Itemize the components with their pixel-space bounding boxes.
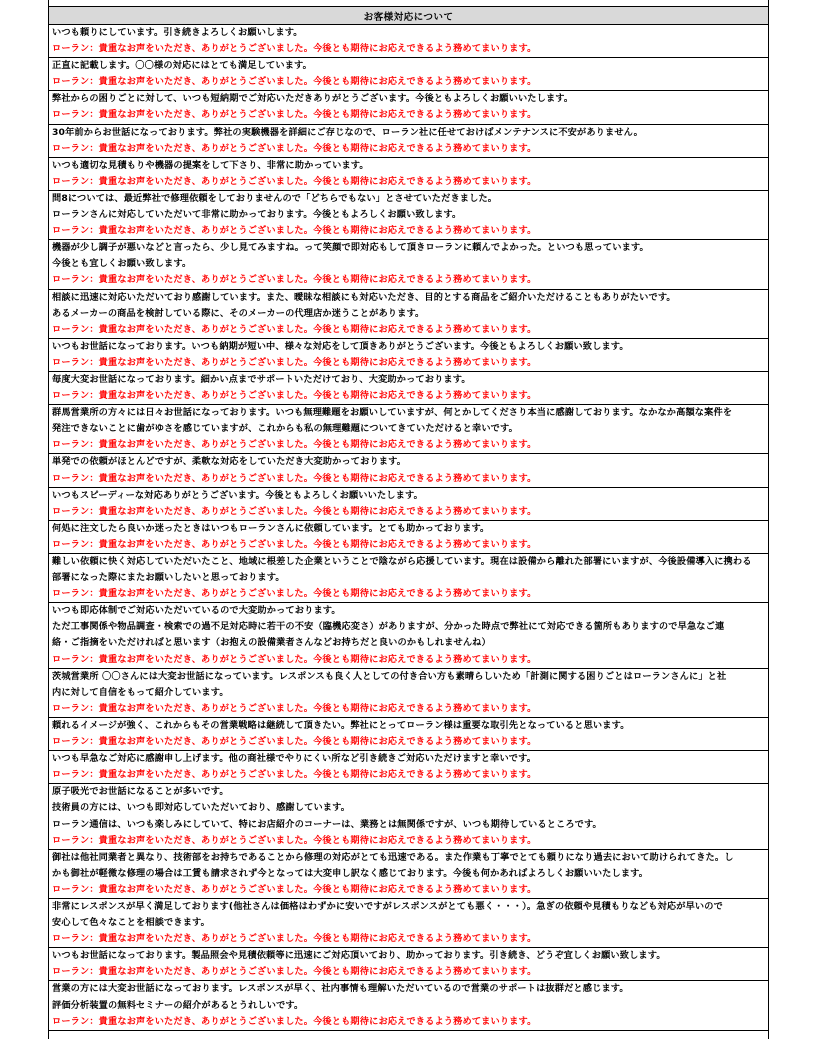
- comment-row: [49, 981, 769, 1030]
- customer-comments-table: [48, 6, 769, 1031]
- comment-line: 絡・ご指摘をいただければと思います（お抱えの設備業者さんなどお持ちだと良いのかもしれませんね）: [52, 637, 491, 649]
- response-line: ローラン：貴重なお声をいただき、ありがとうございました。今後とも期待にお応えできるよう務めてまいります。: [52, 274, 537, 286]
- comment-cell: [49, 603, 769, 668]
- comment-line: 単発での依頼がほとんどですが、柔軟な対応をしていただき大変助かっております。: [52, 456, 407, 468]
- comment-row: [49, 849, 769, 898]
- comment-row: [49, 520, 769, 553]
- comment-line: 難しい依頼に快く対応していただいたこと、地域に根差した企業ということで陰ながら応援しています。現在は設備から離れた部署にいますが、今後設備導入に携わる: [52, 556, 752, 567]
- response-line: ローラン：貴重なお声をいただき、ありがとうございました。今後とも期待にお応えできるよう務めてまいります。: [52, 109, 537, 121]
- comment-line: 群馬営業所の方々には日々お世話になっております。いつも無理難題をお願いしていますが、何とかしてくださり本当に感謝しております。なかなか高額な案件を: [52, 407, 733, 419]
- comment-cell: [49, 454, 769, 487]
- response-line: ローラン：貴重なお声をいただき、ありがとうございました。今後とも期待にお応えできるよう務めてまいります。: [52, 142, 537, 154]
- comment-line: ローランさんに対応していただいて非常に助かっております。今後ともよろしくお願い致します。: [52, 209, 462, 221]
- comment-line: 頼れるイメージが強く、これからもその営業戦略は継続して頂きたい。弊社にとってローラン様は重要な取引先となっていると思います。: [52, 719, 630, 731]
- comment-cell: [49, 190, 769, 239]
- comment-cell: [49, 487, 769, 520]
- comment-row: [49, 487, 769, 520]
- comment-line: 正直に記載します。〇〇様の対応にはとても満足しています。: [52, 60, 312, 72]
- comment-cell: [49, 91, 769, 124]
- response-line: ローラン：貴重なお声をいただき、ありがとうございました。今後とも期待にお応えできるよう務めてまいります。: [52, 439, 537, 451]
- comment-line: 原子吸光でお世話になることが多いです。: [52, 786, 229, 798]
- comment-row: [49, 784, 769, 849]
- response-line: ローラン：貴重なお声をいただき、ありがとうございました。今後とも期待にお応えできるよう務めてまいります。: [52, 966, 537, 978]
- response-line: ローラン：貴重なお声をいただき、ありがとうございました。今後とも期待にお応えできるよう務めてまいります。: [52, 702, 537, 714]
- comment-cell: [49, 371, 769, 404]
- comment-line: 評価分析装置の無料セミナーの紹介があるとうれしいです。: [52, 999, 304, 1011]
- comment-cell: [49, 25, 769, 58]
- comment-row: [49, 190, 769, 239]
- comment-line: 相談に迅速に対応いただいており感謝しています。また、曖昧な相談にも対応いただき、目的とする商品をご紹介いただけることもありがたいです。: [52, 291, 676, 303]
- table-header-row: [49, 7, 769, 25]
- comment-line: ただ工事関係や物品調査・検索での過不足対応時に若干の不安（臨機応変さ）がありますが、分かった時点で弊社にて対応できる箇所もありますので早急なご連: [52, 621, 725, 633]
- comment-cell: [49, 981, 769, 1030]
- comment-row: [49, 25, 769, 58]
- response-line: ローラン：貴重なお声をいただき、ありがとうございました。今後とも期待にお応えできるよう務めてまいります。: [52, 225, 537, 237]
- response-line: ローラン：貴重なお声をいただき、ありがとうございました。今後とも期待にお応えできるよう務めてまいります。: [52, 933, 537, 945]
- comment-cell: [49, 948, 769, 981]
- comment-row: [49, 554, 769, 603]
- comment-cell: [49, 520, 769, 553]
- comment-row: [49, 289, 769, 338]
- comment-line: 技術員の方には、いつも即対応していただいており、感謝しています。: [52, 802, 351, 814]
- comment-line: いつも即応体制でご対応いただいているので大変助かっております。: [52, 605, 341, 617]
- comment-row: [49, 717, 769, 750]
- sheet-bottom-edge: [48, 1031, 769, 1039]
- comment-line: 部署になった際にまたお願いしたいと思っております。: [52, 572, 285, 584]
- comment-line: 毎度大変お世話になっております。細かい点までサポートいただけており、大変助かっております。: [52, 373, 471, 385]
- response-line: ローラン：貴重なお声をいただき、ありがとうございました。今後とも期待にお応えできるよう務めてまいります。: [52, 769, 537, 781]
- comment-row: [49, 603, 769, 668]
- comment-cell: [49, 240, 769, 289]
- comment-line: 非常にレスポンスが早く満足しております(他社さんは価格はわずかに安いですがレスポンスがとても悪く・・・）。急ぎの依頼や見積もりなども対応が早いので: [52, 900, 723, 912]
- comment-line: 発注できないことに歯がゆさを感じていますが、これからも私の無理難題についてきていただけると幸いです。: [52, 423, 518, 435]
- response-line: ローラン：貴重なお声をいただき、ありがとうございました。今後とも期待にお応えできるよう務めてまいります。: [52, 76, 537, 88]
- response-line: ローラン：貴重なお声をいただき、ありがとうございました。今後とも期待にお応えできるよう務めてまいります。: [52, 43, 537, 55]
- comment-cell: [49, 58, 769, 91]
- comment-line: 機器が少し調子が悪いなどと言ったら、少し見てみますね。って笑顔で即対応もして頂きローランに頼んでよかった。といつも思っています。: [52, 242, 649, 254]
- comment-cell: [49, 898, 769, 947]
- comment-row: [49, 454, 769, 487]
- response-line: ローラン：貴重なお声をいただき、ありがとうございました。今後とも期待にお応えできるよう務めてまいります。: [52, 390, 537, 402]
- comment-line: 安心して色々なことを相談できます。: [52, 917, 211, 929]
- comment-cell: [49, 784, 769, 849]
- comment-row: [49, 124, 769, 157]
- comment-line: かも御社が軽微な修理の場合は工賃も請求されず今となっては大変申し訳なく感じております。今後も何かあればよろしくお願いいたします。: [52, 867, 649, 879]
- table-title: お客様対応について: [49, 7, 769, 25]
- comment-cell: [49, 668, 769, 717]
- response-line: ローラン：貴重なお声をいただき、ありがとうございました。今後とも期待にお応えできるよう務めてまいります。: [52, 834, 537, 846]
- response-line: ローラン：貴重なお声をいただき、ありがとうございました。今後とも期待にお応えできるよう務めてまいります。: [52, 323, 537, 335]
- comment-line: いつも適切な見積もりや機器の提案をして下さり、非常に助かっています。: [52, 159, 369, 171]
- comment-line: 問8については、最近弊社で修理依頼をしておりませんので「どちらでもない」とさせていただきました。: [52, 192, 498, 204]
- response-line: ローラン：貴重なお声をいただき、ありがとうございました。今後とも期待にお応えできるよう務めてまいります。: [52, 505, 537, 517]
- comment-line: いつもお世話になっております。いつも納期が短い中、様々な対応をして頂きありがとうございます。今後ともよろしくお願い致します。: [52, 340, 629, 352]
- comment-cell: [49, 554, 769, 603]
- comment-cell: [49, 289, 769, 338]
- comment-line: 弊社からの困りごとに対して、いつも短納期でご対応いただきありがとうございます。今後ともよろしくお願いいたします。: [52, 93, 574, 105]
- table-body: [49, 25, 769, 1031]
- response-line: ローラン：貴重なお声をいただき、ありがとうございました。今後とも期待にお応えできるよう務めてまいります。: [52, 883, 537, 895]
- comment-line: いつも頼りにしています。引き続きよろしくお願いします。: [52, 27, 303, 38]
- comment-row: [49, 948, 769, 981]
- response-line: ローラン：貴重なお声をいただき、ありがとうございました。今後とも期待にお応えできるよう務めてまいります。: [52, 538, 537, 550]
- comment-line: いつもお世話になっております。製品照会や見積依頼等に迅速にご対応頂いており、助かっております。引き続き、どうぞ宜しくお願い致します。: [52, 950, 666, 962]
- comment-cell: [49, 751, 769, 784]
- comment-line: 今後とも宜しくお願い致します。: [52, 258, 192, 270]
- response-line: ローラン：貴重なお声をいただき、ありがとうございました。今後とも期待にお応えできるよう務めてまいります。: [52, 175, 537, 187]
- survey-sheet: [48, 0, 769, 1039]
- comment-line: 茨城営業所 〇〇さんには大変お世話になっています。レスポンスも良く人としての付き合い方も素晴らしいため「計測に関する困りごとはローランさんに」と社: [52, 670, 727, 682]
- comment-cell: [49, 717, 769, 750]
- comment-line: あるメーカーの商品を検討している際に、そのメーカーの代理店か迷うことがあります。: [52, 307, 425, 319]
- response-line: ローラン：貴重なお声をいただき、ありがとうございました。今後とも期待にお応えできるよう務めてまいります。: [52, 653, 537, 665]
- comment-line: いつもスピーディーな対応ありがとうございます。今後ともよろしくお願いいたします。: [52, 489, 423, 501]
- response-line: ローラン：貴重なお声をいただき、ありがとうございました。今後とも期待にお応えできるよう務めてまいります。: [52, 356, 537, 368]
- comment-cell: [49, 849, 769, 898]
- comment-row: [49, 338, 769, 371]
- response-line: ローラン：貴重なお声をいただき、ありがとうございました。今後とも期待にお応えできるよう務めてまいります。: [52, 472, 537, 484]
- comment-line: ローラン通信は、いつも楽しみにしていて、特にお店紹介のコーナーは、業務とは無関係ですが、いつも期待しているところです。: [52, 818, 602, 830]
- comment-line: 30年前からお世話になっております。弊社の実験機器を詳細にご存じなので、ローラン社に任せておけばメンテナンスに不安がありません。: [52, 126, 643, 138]
- comment-cell: [49, 124, 769, 157]
- response-line: ローラン：貴重なお声をいただき、ありがとうございました。今後とも期待にお応えできるよう務めてまいります。: [52, 1015, 537, 1027]
- comment-row: [49, 371, 769, 404]
- comment-cell: [49, 405, 769, 454]
- comment-row: [49, 751, 769, 784]
- comment-line: 御社は他社同業者と異なり、技術部をお持ちであることから修理の対応がとても迅速である。また作業も丁寧でとても頼りになり過去において助けられてきた。し: [52, 851, 734, 863]
- comment-row: [49, 91, 769, 124]
- comment-row: [49, 405, 769, 454]
- comment-line: いつも早急なご対応に感謝申し上げます。他の商社様でやりにくい所など引き続きご対応いただけますと幸いです。: [52, 753, 537, 765]
- comment-row: [49, 668, 769, 717]
- response-line: ローラン：貴重なお声をいただき、ありがとうございました。今後とも期待にお応えできるよう務めてまいります。: [52, 736, 537, 748]
- comment-row: [49, 240, 769, 289]
- comment-row: [49, 58, 769, 91]
- comment-row: [49, 157, 769, 190]
- response-line: ローラン：貴重なお声をいただき、ありがとうございました。今後とも期待にお応えできるよう務めてまいります。: [52, 588, 537, 600]
- comment-row: [49, 898, 769, 947]
- comment-line: 何処に注文したら良いか迷ったときはいつもローランさんに依頼しています。とても助かっております。: [52, 522, 490, 534]
- comment-line: 内に対して自信をもって紹介しています。: [52, 686, 229, 698]
- comment-cell: [49, 338, 769, 371]
- comment-line: 営業の方には大変お世話になっております。レスポンスが早く、社内事情も理解いただいているので営業のサポートは抜群だと感じます。: [52, 983, 629, 995]
- comment-cell: [49, 157, 769, 190]
